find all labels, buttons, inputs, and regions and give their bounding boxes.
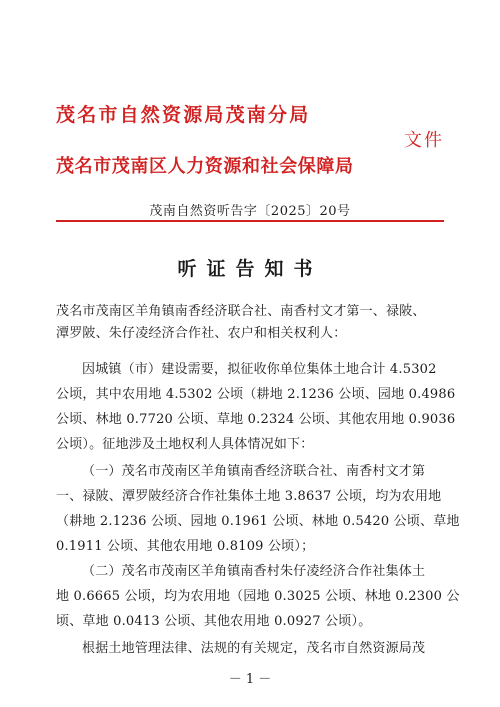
page-number: － 1 － [228, 672, 272, 687]
issuer-name-2: 茂名市茂南区人力资源和社会保障局 [56, 156, 354, 177]
body-line: 茂名市茂南区羊角镇南香经济联合社、南香村文才第一、禄陂、 [56, 304, 426, 319]
body-line: 顷、草地 0.0413 公顷、其他农用地 0.0927 公顷）。 [56, 614, 372, 629]
document-title: 听证告知书 [177, 258, 323, 280]
body-line: 因城镇（市）建设需要，拟征收你单位集体土地合计 4.5302 [82, 362, 437, 377]
body-line: 一、禄陂、潭罗陂经济合作社集体土地 3.8637 公顷，均为农用地 [56, 489, 442, 504]
document-suffix: 文件 [404, 130, 444, 151]
body-line: 公顷，其中农用地 4.5302 公顷（耕地 2.1236 公顷、园地 0.4986 [56, 387, 456, 402]
body-line: 公顷、林地 0.7720 公顷、草地 0.2324 公顷、其他农用地 0.9036 [56, 412, 456, 427]
issuer-name-1: 茂名市自然资源局茂南分局 [56, 104, 311, 126]
body-line: （二）茂名市茂南区羊角镇南香村朱仔凌经济合作社集体土 [82, 564, 426, 579]
body-line: （一）茂名市茂南区羊角镇南香经济联合社、南香村文才第 [82, 464, 426, 479]
body-line: （耕地 2.1236 公顷、园地 0.1961 公顷、林地 0.5420 公顷、草地 [56, 514, 460, 529]
header-divider [56, 220, 444, 222]
body-line: 公顷）。征地涉及土地权利人具体情况如下： [56, 437, 314, 452]
document-number: 茂南自然资听告字〔2025〕20号 [149, 204, 351, 219]
body-line: 根据土地管理法律、法规的有关规定，茂名市自然资源局茂 [82, 641, 426, 656]
body-line: 地 0.6665 公顷，均为农用地（园地 0.3025 公顷、林地 0.2300 公 [56, 589, 460, 604]
body-line: 0.1911 公顷、其他农用地 0.8109 公顷）； [56, 539, 315, 554]
body-line: 潭罗陂、朱仔凌经济合作社、农户和相关权利人： [56, 326, 347, 341]
